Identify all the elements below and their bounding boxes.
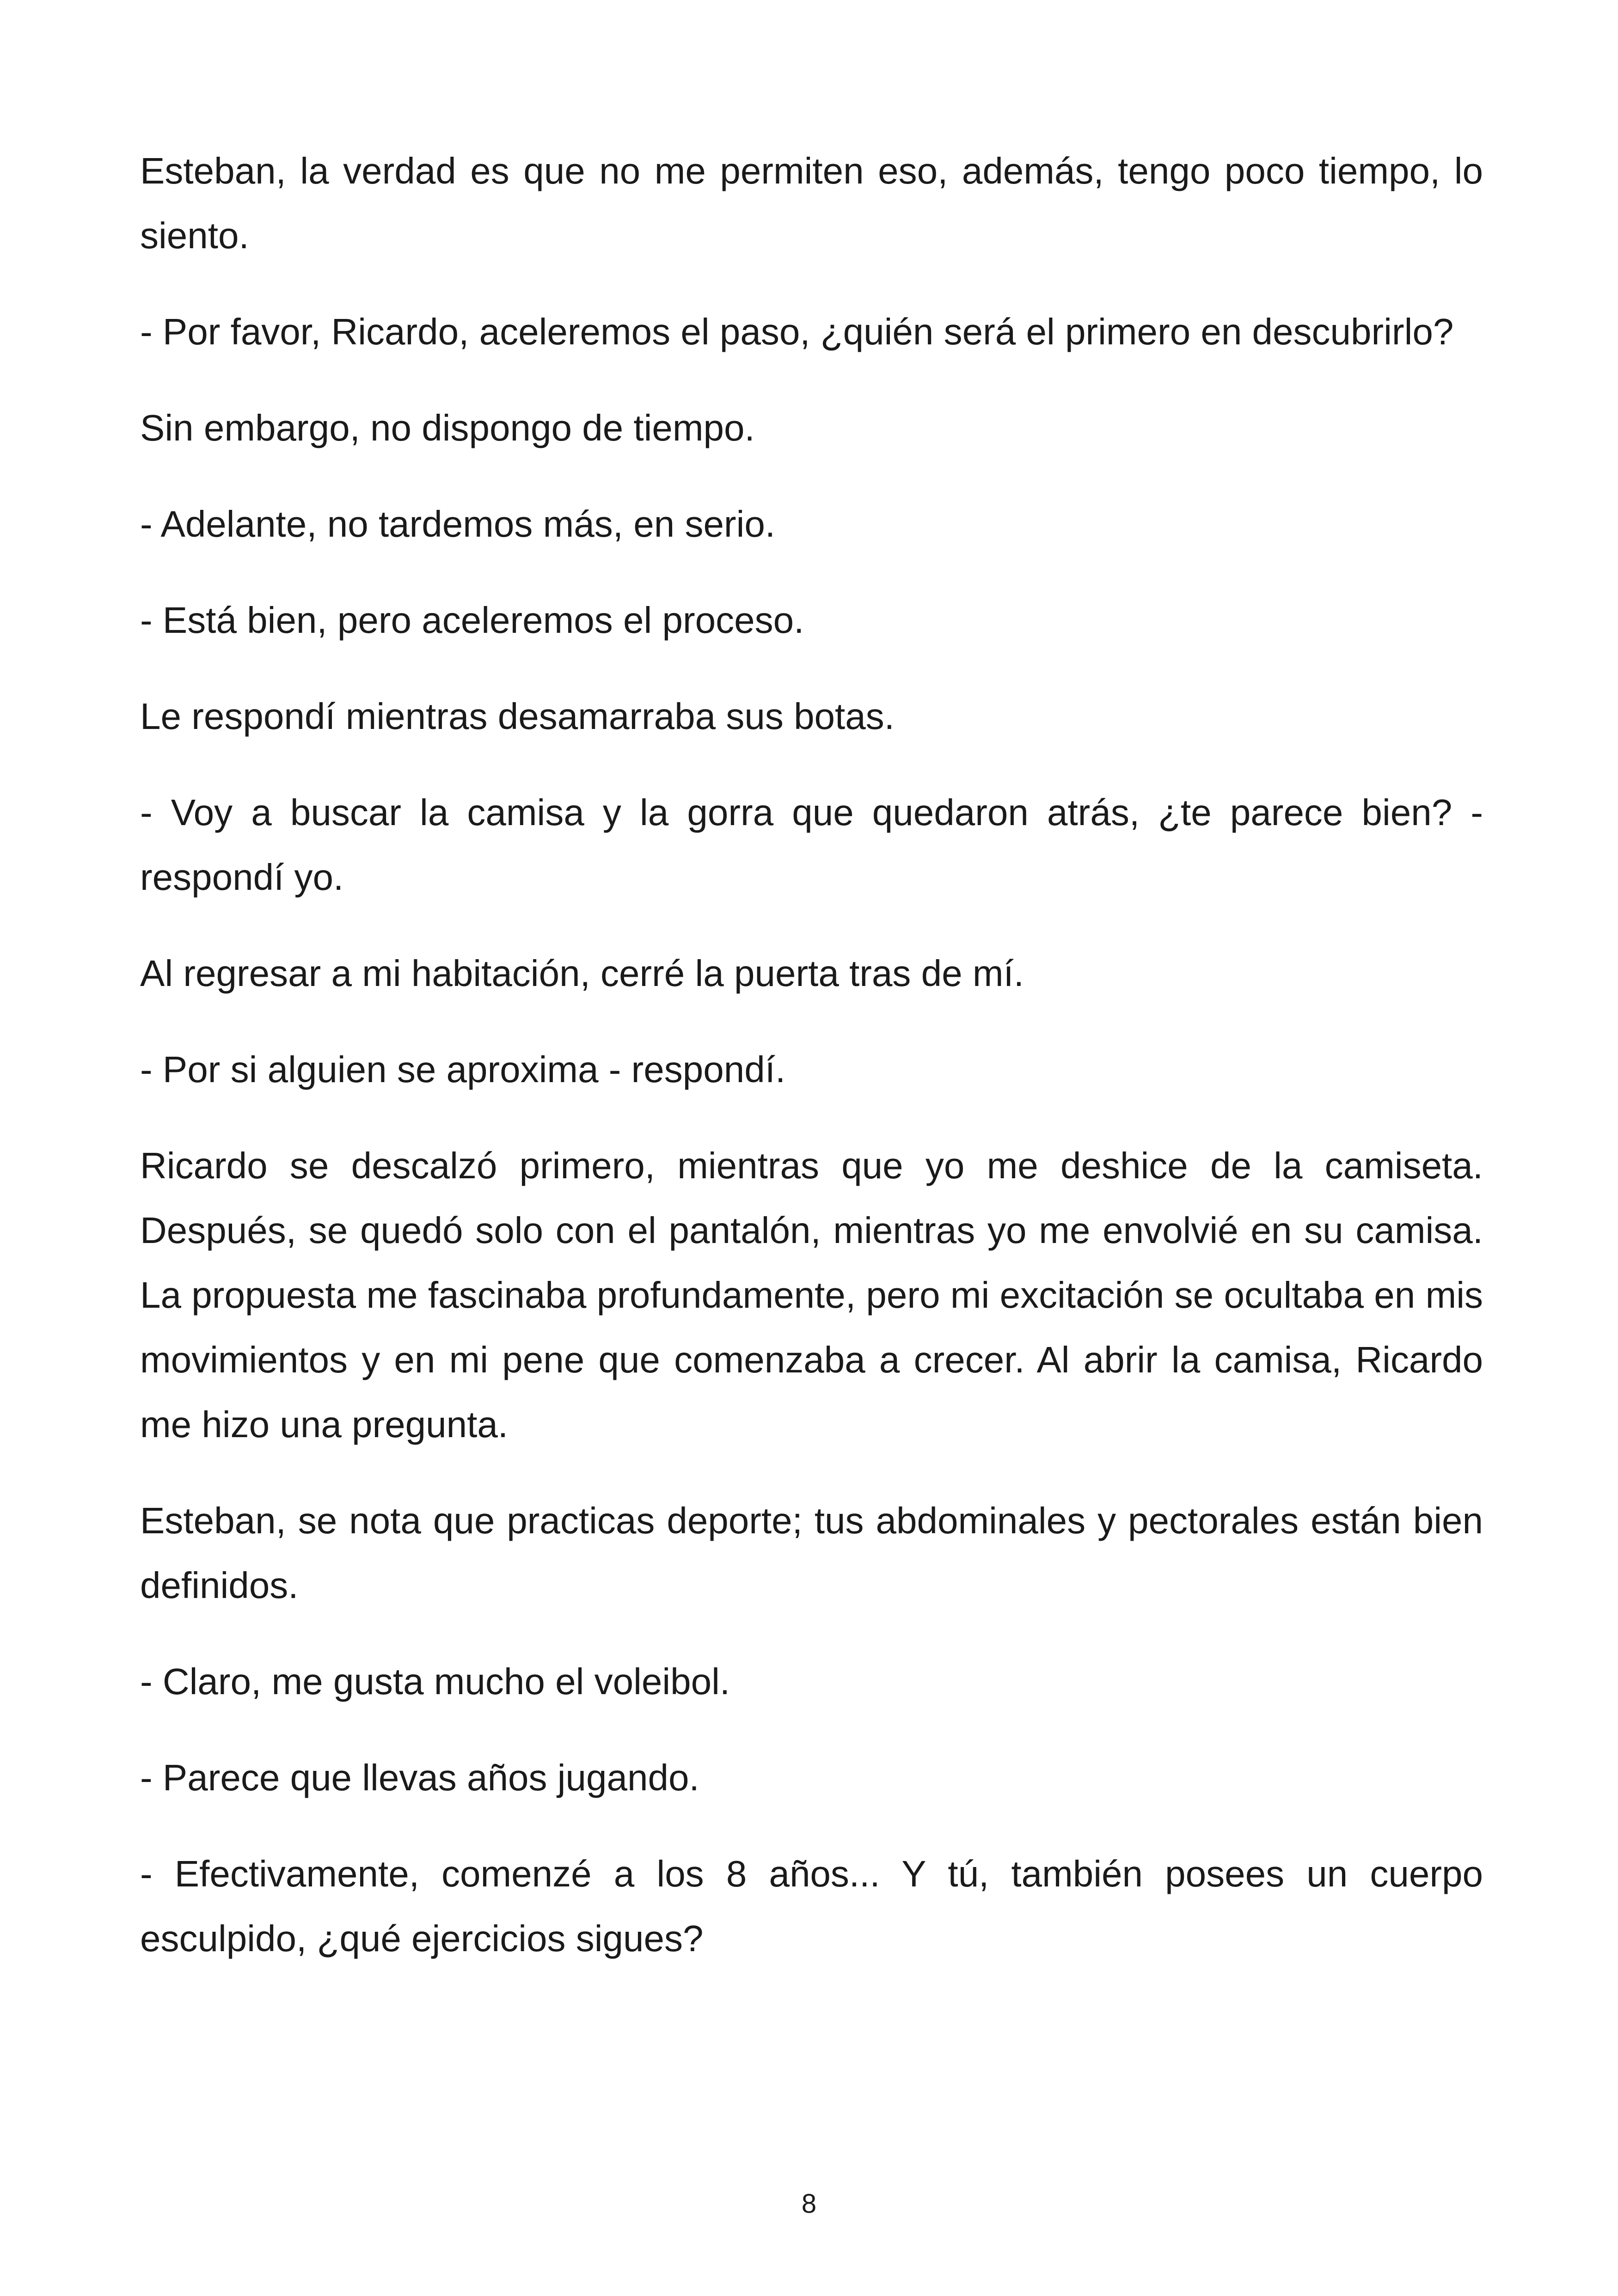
paragraph: - Por si alguien se aproxima - respondí. xyxy=(140,1049,786,1090)
paragraph: Le respondí mientras desamarraba sus botas. xyxy=(140,696,895,737)
paragraph: Sin embargo, no dispongo de tiempo. xyxy=(140,407,755,448)
body-text xyxy=(140,139,1483,2002)
paragraph: Esteban, se nota que practicas deporte; tus abdominales y pectorales están bien definidos. xyxy=(140,1500,1483,1606)
page-number: 8 xyxy=(801,2189,817,2219)
paragraph: Ricardo se descalzó primero, mientras que yo me deshice de la camiseta. Después, se quedó solo con el pantalón, mientras yo me envolvié en su camisa. La propuesta me fascinaba profundamente, pero mi excitación se ocultaba en mis movimientos y en mi pene que comenzaba a crecer. Al abrir la camisa, Ricardo me hizo una pregunta. xyxy=(140,1145,1483,1445)
paragraph: Al regresar a mi habitación, cerré la puerta tras de mí. xyxy=(140,953,1024,994)
paragraph: Esteban, la verdad es que no me permiten eso, además, tengo poco tiempo, lo siento. xyxy=(140,150,1483,256)
paragraph: - Voy a buscar la camisa y la gorra que quedaron atrás, ¿te parece bien? - respondí yo. xyxy=(140,792,1483,898)
paragraph: - Claro, me gusta mucho el voleibol. xyxy=(140,1661,730,1702)
paragraph: - Efectivamente, comenzé a los 8 años... Y tú, también posees un cuerpo esculpido, ¿qué ejercicios sigues? xyxy=(140,1853,1483,1959)
paragraph: - Está bien, pero aceleremos el proceso. xyxy=(140,600,804,641)
paragraph: - Parece que llevas años jugando. xyxy=(140,1757,699,1798)
paragraph: - Por favor, Ricardo, aceleremos el paso, ¿quién será el primero en descubrirlo? xyxy=(140,311,1454,352)
paragraph: - Adelante, no tardemos más, en serio. xyxy=(140,503,776,545)
